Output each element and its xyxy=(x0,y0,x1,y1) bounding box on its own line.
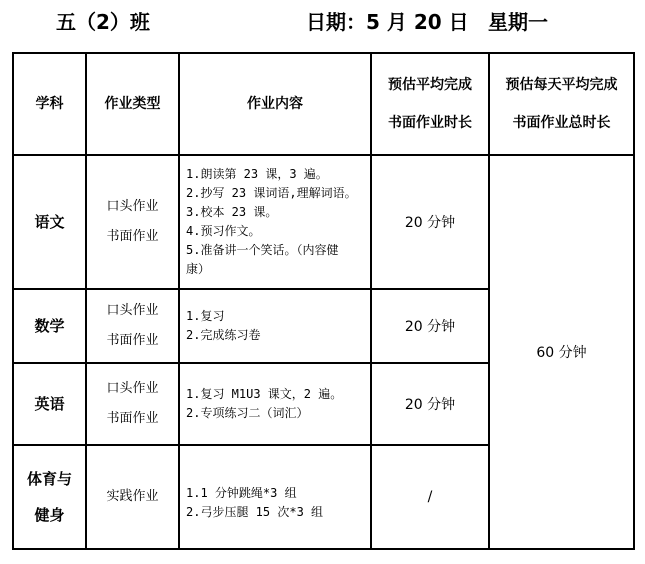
content-cell: 1.朗读第 23 课，3 遍。 2.抄写 23 课词语,理解词语。 3.校本 23 课。 4.预习作文。 5.准备讲一个笑话。（内容健 康） xyxy=(179,155,371,289)
homework-table xyxy=(12,52,635,550)
type-cell: 口头作业 书面作业 xyxy=(86,289,179,363)
subject-cell: 数学 xyxy=(13,289,86,363)
time-cell: 20 分钟 xyxy=(371,289,489,363)
type-cell: 口头作业 书面作业 xyxy=(86,155,179,289)
total-time-cell: 60 分钟 xyxy=(489,155,634,549)
type-cell: 实践作业 xyxy=(86,445,179,549)
header-subject: 学科 xyxy=(13,53,86,155)
header-type: 作业类型 xyxy=(86,53,179,155)
content-cell: 1.1 分钟跳绳*3 组 2.弓步压腿 15 次*3 组 xyxy=(179,445,371,549)
type-cell: 口头作业 书面作业 xyxy=(86,363,179,445)
header-avg-time: 预估平均完成 书面作业时长 xyxy=(371,53,489,155)
subject-cell: 语文 xyxy=(13,155,86,289)
time-cell: / xyxy=(371,445,489,549)
table-header-row xyxy=(13,53,634,155)
subject-cell: 体育与 健身 xyxy=(13,445,86,549)
table-row xyxy=(13,155,634,289)
header-total-time: 预估每天平均完成 书面作业总时长 xyxy=(489,53,634,155)
time-cell: 20 分钟 xyxy=(371,155,489,289)
header-content: 作业内容 xyxy=(179,53,371,155)
weekday-label: 星期一 xyxy=(488,10,548,34)
class-name: 五（2）班 xyxy=(56,10,150,34)
subject-cell: 英语 xyxy=(13,363,86,445)
content-cell: 1.复习 M1U3 课文，2 遍。 2.专项练习二（词汇） xyxy=(179,363,371,445)
date-label: 日期：5 月 20 日 xyxy=(306,10,469,34)
time-cell: 20 分钟 xyxy=(371,363,489,445)
content-cell: 1.复习 2.完成练习卷 xyxy=(179,289,371,363)
